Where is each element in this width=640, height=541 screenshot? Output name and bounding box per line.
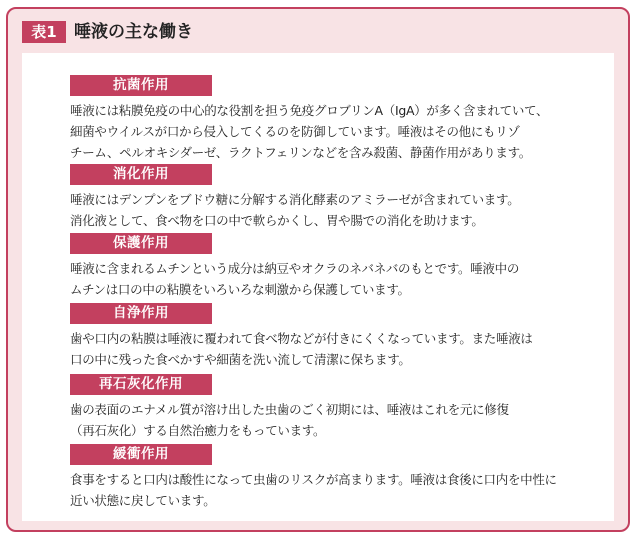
table-header — [8, 9, 628, 53]
section-body: 歯や口内の粘膜は唾液に覆われて食べ物などが付きにくくなっています。また唾液は 口の中に残った食べかすや細菌を洗い流して清潔に保ちます。 — [70, 331, 533, 367]
section-heading: 消化作用 — [70, 164, 212, 185]
section-heading: 緩衝作用 — [70, 444, 212, 465]
table-number-badge: 表1 — [22, 21, 66, 43]
section-antibacterial — [70, 75, 590, 163]
section-self-cleaning — [70, 303, 590, 370]
section-body: 歯の表面のエナメル質が溶け出した虫歯のごく初期には、唾液はこれを元に修復 （再石灰化）する自然治癒力をもっています。 — [70, 402, 509, 438]
table-title: 唾液の主な働き — [74, 22, 193, 42]
section-heading: 保護作用 — [70, 233, 212, 254]
section-heading: 自浄作用 — [70, 303, 212, 324]
section-heading: 抗菌作用 — [70, 75, 212, 96]
section-body: 食事をすると口内は酸性になって虫歯のリスクが高まります。唾液は食後に口内を中性に 近い状態に戻しています。 — [70, 472, 557, 508]
section-buffering — [70, 444, 590, 511]
section-body: 唾液には粘膜免疫の中心的な役割を担う免疫グロブリンA（IgA）が多く含まれていて、 細菌やウイルスが口から侵入してくるのを防御しています。唾液はその他にもリゾ チーム、ペルオキシダーゼ、ラクトフェリンなどを含み殺菌、静菌作用があります。 — [70, 103, 549, 160]
section-remineralization — [70, 374, 590, 441]
section-body: 唾液にはデンプンをブドウ糖に分解する消化酵素のアミラーゼが含まれています。 消化液として、食べ物を口の中で軟らかくし、胃や腸での消化を助けます。 — [70, 192, 520, 228]
section-digestion — [70, 164, 590, 231]
section-body: 唾液に含まれるムチンという成分は納豆やオクラのネバネバのもとです。唾液中の ムチンは口の中の粘膜をいろいろな刺激から保護しています。 — [70, 261, 520, 297]
section-heading: 再石灰化作用 — [70, 374, 212, 395]
section-protection — [70, 233, 590, 300]
table-frame — [6, 7, 630, 532]
content-panel — [22, 53, 614, 521]
